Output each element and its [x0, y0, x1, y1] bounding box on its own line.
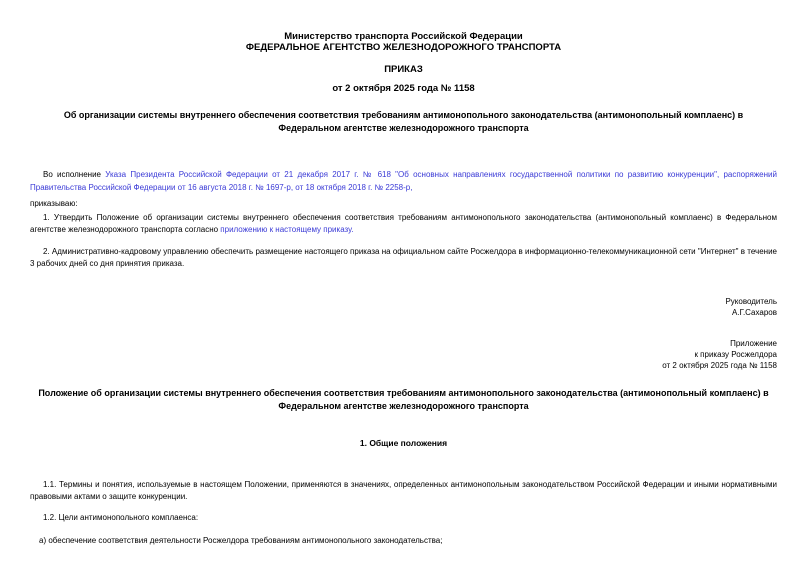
order-item-1 [30, 212, 777, 237]
ministry-name: Министерство транспорта Российской Федерации [284, 31, 523, 42]
signature-position: Руководитель [725, 296, 777, 306]
doc-title: Об организации системы внутреннего обеспечения соответствия требованиям антимонопольного законодательства (антимонопольный комплаенс) в Федеральном агентстве железнодорожного транспорта [63, 110, 744, 133]
annex-ref-line2: к приказу Росжелдора [694, 349, 777, 359]
doc-date-number: от 2 октября 2025 года № 1158 [332, 83, 475, 94]
order-item-1-text: 1. Утвердить Положение об организации системы внутреннего обеспечения соответствия требованиям антимонопольного законодательства (антимонопольный комплаенс) в Федеральном агентстве железнодорожного транспорта согласно [30, 212, 777, 234]
order-item-2: 2. Административно-кадровому управлению обеспечить размещение настоящего приказа на официальном сайте Росжелдора в информационно-телекоммуникационной сети "Интернет" в течение 3 рабочих дней со дня принятия приказа. [30, 246, 777, 268]
annex-ref-line3: от 2 октября 2025 года № 1158 [662, 360, 777, 370]
clause-1-2: 1.2. Цели антимонопольного комплаенса: [43, 512, 199, 522]
annex-ref-line1: Приложение [730, 338, 777, 348]
preamble-prefix: Во исполнение [43, 170, 106, 179]
agency-name: ФЕДЕРАЛЬНОЕ АГЕНТСТВО ЖЕЛЕЗНОДОРОЖНОГО ТРАНСПОРТА [245, 42, 562, 53]
signature-name: А.Г.Сахаров [732, 307, 777, 317]
order-word: приказываю: [30, 199, 78, 208]
preamble-paragraph [30, 169, 777, 194]
decree-link[interactable]: Указа Президента Российской Федерации от 21 декабря 2017 г. № 618 "Об основных направлениях государственной политики по развитию конкуренции", распоряжений Правительства Российской Федерации от 16 августа 2018 г. № 1697-р, от 18 октября 2018 г. № 2258-р, [30, 170, 777, 192]
doc-type-label: ПРИКАЗ [384, 64, 423, 75]
section-1-heading: 1. Общие положения [359, 437, 448, 448]
annex-reference-block [30, 338, 777, 371]
signature-block [30, 296, 777, 318]
clause-1-1: 1.1. Термины и понятия, используемые в настоящем Положении, применяются в значениях, определенных антимонопольным законодательством Российской Федерации и иными нормативными правовыми актами о защите конкуренции. [30, 479, 777, 501]
clause-1-2-a: а) обеспечение соответствия деятельности Росжелдора требованиям антимонопольного законодательства; [39, 536, 443, 545]
annex-link[interactable]: приложению к настоящему приказу. [220, 225, 354, 234]
annex-title: Положение об организации системы внутреннего обеспечения соответствия требованиям антимонопольного законодательства (антимонопольный комплаенс) в Федеральном агентстве железнодорожного транспорта [38, 387, 769, 411]
